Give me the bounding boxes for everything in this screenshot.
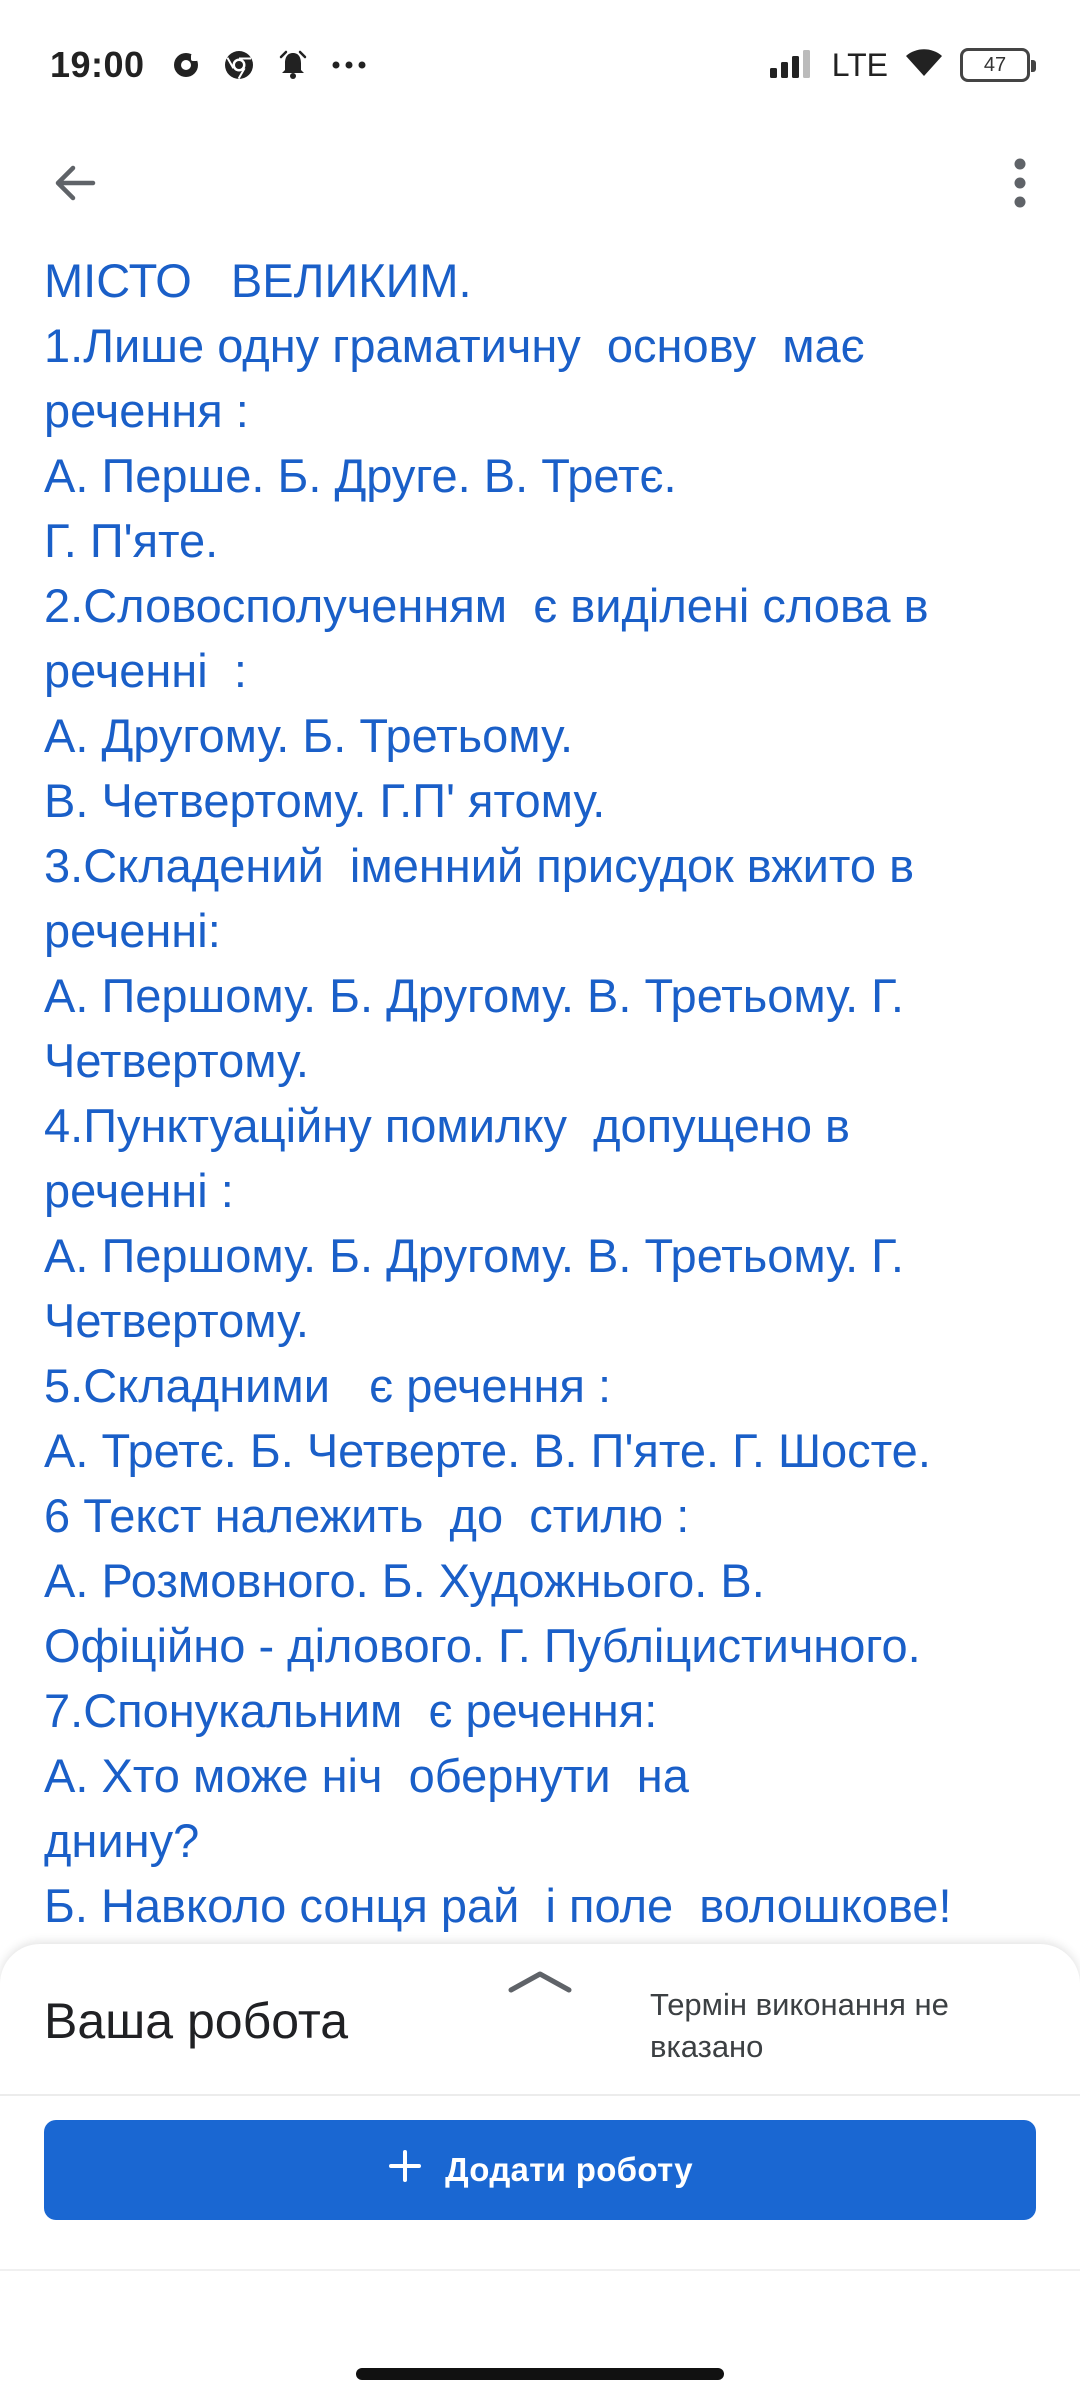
text-line: реченні : [44, 644, 247, 697]
text-line: 2.Словосполученням є виділені слова в [44, 579, 929, 632]
assignment-description [44, 248, 1054, 1938]
signal-icon [770, 48, 816, 83]
sheet-title: Ваша робота [44, 1993, 349, 2049]
text-line: А. Перше. Б. Друге. В. Третє. [44, 449, 677, 502]
more-vert-icon [1013, 158, 1027, 213]
text-line: А. Першому. Б. Другому. В. Третьому. Г. [44, 969, 904, 1022]
text-line: 6 Текст належить до стилю : [44, 1489, 690, 1542]
your-work-sheet[interactable] [0, 1944, 1080, 2400]
divider [0, 2269, 1080, 2271]
text-line: 4.Пунктуаційну помилку допущено в [44, 1099, 851, 1152]
text-line: А. Другому. Б. Третьому. [44, 709, 574, 762]
text-line: днину? [44, 1814, 200, 1867]
wifi-icon [904, 48, 944, 83]
text-line: 7.Спонукальним є речення: [44, 1684, 658, 1737]
chrome-icon [223, 49, 255, 81]
text-line: 5.Складними є речення : [44, 1359, 612, 1412]
text-line: реченні : [44, 1164, 234, 1217]
divider [0, 2094, 1080, 2096]
text-line: речення : [44, 384, 249, 437]
deadline-text: Термін виконання не вказано [650, 1987, 949, 2064]
text-line: А. Розмовного. Б. Художнього. В. [44, 1554, 765, 1607]
network-type: LTE [831, 46, 888, 83]
text-line: 3.Складений іменний присудок вжито в [44, 839, 915, 892]
text-line: Б. Навколо сонця рай і поле волошкове! [44, 1879, 952, 1932]
more-notifications-icon [331, 60, 367, 70]
text-line: Четвертому. [44, 1294, 309, 1347]
text-line: В. Четвертому. Г.П' ятому. [44, 774, 606, 827]
more-options-button[interactable] [990, 150, 1050, 220]
home-indicator[interactable] [356, 2368, 724, 2380]
notification-icon [171, 50, 201, 80]
text-line: Офіційно - ділового. Г. Публіцистичного. [44, 1619, 921, 1672]
plus-icon [387, 2148, 423, 2192]
status-right [770, 47, 1030, 84]
text-line: 1.Лише одну граматичну основу має [44, 319, 865, 372]
arrow-back-icon [49, 157, 101, 214]
app-bar [0, 130, 1080, 230]
text-line: МІСТО ВЕЛИКИМ. [44, 254, 472, 307]
add-work-button[interactable] [44, 2120, 1036, 2220]
status-bar [0, 0, 1080, 130]
add-work-label: Додати роботу [445, 2151, 693, 2188]
text-line: Г. П'яте. [44, 514, 219, 567]
battery-icon: 47 [960, 48, 1030, 82]
text-line: А. Хто може ніч обернути на [44, 1749, 689, 1802]
text-line: Четвертому. [44, 1034, 309, 1087]
text-line: А. Третє. Б. Четверте. В. П'яте. Г. Шосте. [44, 1424, 931, 1477]
alarm-icon [277, 49, 309, 81]
chevron-up-icon[interactable] [505, 1966, 575, 1996]
back-button[interactable] [40, 150, 110, 220]
text-line: реченні: [44, 904, 221, 957]
status-left-icons [171, 49, 367, 81]
text-line: А. Першому. Б. Другому. В. Третьому. Г. [44, 1229, 904, 1282]
status-time: 19:00 [50, 44, 145, 85]
